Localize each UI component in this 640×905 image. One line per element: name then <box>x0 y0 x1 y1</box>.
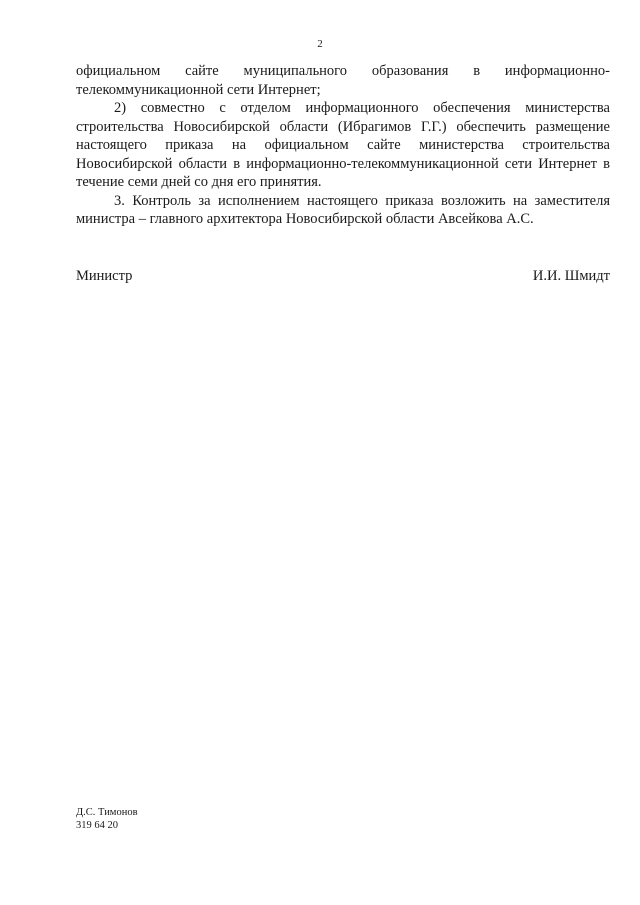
paragraph-continuation: официальном сайте муниципального образования в информационно-телекоммуникационной сети Интернет; <box>76 63 610 98</box>
page-number: 2 <box>317 38 323 50</box>
paragraph-item-2: 2) совместно с отделом информационного обеспечения министерства строительства Новосибирской области (Ибрагимов Г.Г.) обеспечить размещение настоящего приказа на официальном сайте министерства строительства Новосибирской области в информационно-телекоммуникационной сети Интернет в течение семи дней со дня его принятия. <box>76 100 610 190</box>
signatory-position: Министр <box>76 268 133 284</box>
paragraph-item-3: 3. Контроль за исполнением настоящего приказа возложить на заместителя министра – главного архитектора Новосибирской области Авсейкова А.С. <box>76 192 610 227</box>
signatory-name: И.И. Шмидт <box>532 268 610 284</box>
signature-block <box>76 268 610 285</box>
executor-name: Д.С. Тимонов <box>76 807 138 818</box>
executor-phone: 319 64 20 <box>76 820 118 831</box>
document-body <box>76 62 610 229</box>
executor-block <box>76 806 138 832</box>
